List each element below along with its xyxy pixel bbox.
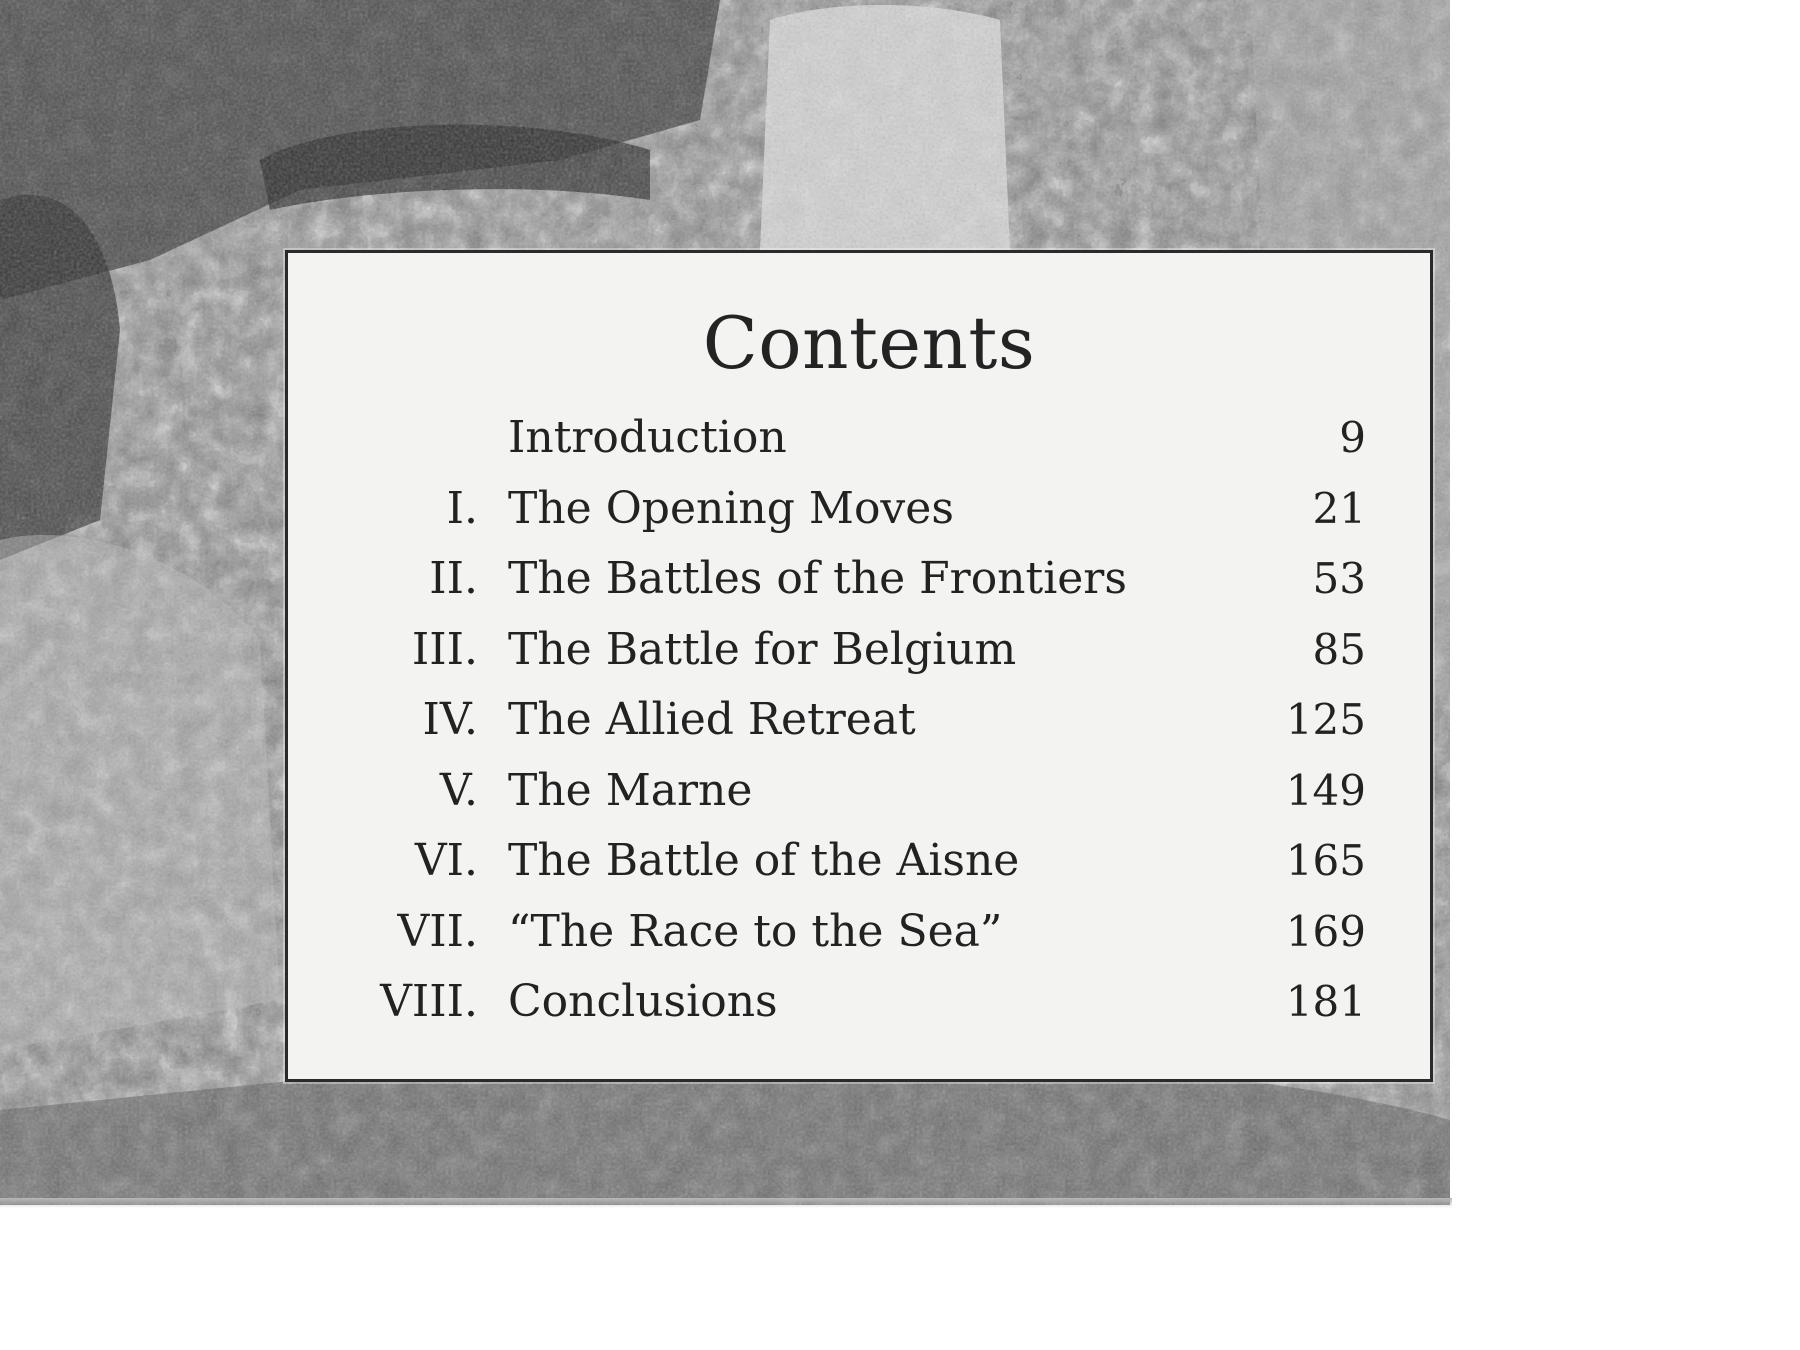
toc-page-number: 53	[1312, 554, 1366, 603]
toc-entry	[288, 615, 1430, 686]
toc-page-number: 169	[1285, 906, 1366, 956]
toc-title: The Battles of the Frontiers	[508, 553, 1127, 604]
toc-numeral: VII.	[397, 905, 478, 957]
toc-entry	[288, 474, 1430, 545]
toc-numeral: II.	[429, 553, 478, 604]
toc-numeral: IV.	[422, 694, 478, 745]
toc-entry	[288, 897, 1430, 968]
toc-list	[288, 403, 1430, 1038]
toc-page-number: 85	[1312, 624, 1366, 674]
toc-numeral: VI.	[414, 835, 478, 886]
toc-page-number: 165	[1285, 836, 1366, 885]
toc-entry	[288, 826, 1430, 897]
toc-title: Conclusions	[508, 976, 778, 1027]
toc-entry	[288, 756, 1430, 827]
toc-page-number: 125	[1285, 695, 1366, 744]
toc-title: The Battle for Belgium	[508, 623, 1017, 675]
toc-page-number: 21	[1312, 483, 1366, 533]
toc-numeral: III.	[411, 623, 478, 675]
toc-entry	[288, 403, 1430, 474]
contents-panel	[285, 250, 1433, 1082]
toc-title: “The Race to the Sea”	[508, 905, 1003, 957]
toc-title: The Opening Moves	[508, 482, 954, 534]
toc-title: The Allied Retreat	[508, 694, 916, 745]
contents-heading: Contents	[702, 301, 1036, 385]
toc-title: The Battle of the Aisne	[508, 835, 1020, 886]
toc-entry	[288, 685, 1430, 756]
toc-entry	[288, 544, 1430, 615]
toc-page-number: 9	[1339, 413, 1366, 462]
toc-numeral: VIII.	[380, 976, 478, 1027]
toc-title: The Marne	[508, 764, 753, 816]
toc-numeral: V.	[439, 764, 478, 816]
page-edge-shadow	[0, 1198, 1452, 1208]
toc-page-number: 181	[1285, 977, 1366, 1026]
toc-numeral: I.	[446, 482, 478, 534]
toc-title: Introduction	[508, 412, 787, 463]
toc-entry	[288, 967, 1430, 1038]
toc-page-number: 149	[1285, 765, 1366, 815]
